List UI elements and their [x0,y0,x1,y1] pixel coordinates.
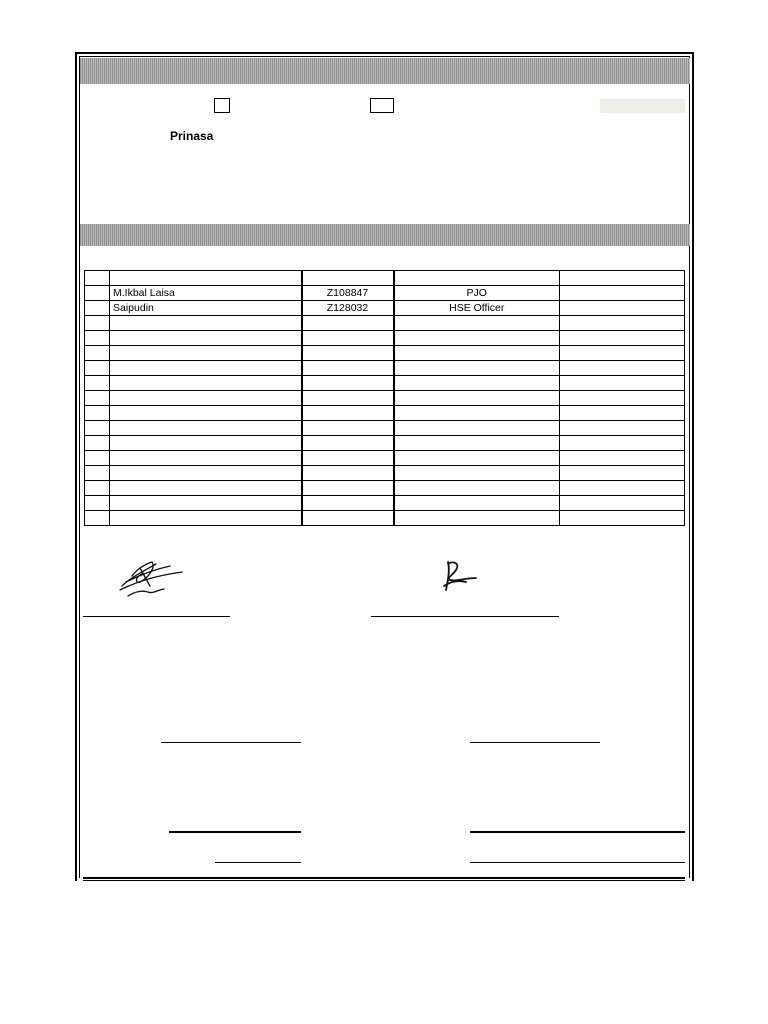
signature-right-icon [438,556,484,596]
name-cell: M.Ikbal Laisa [110,286,302,301]
section-header-band-top [80,58,690,84]
position-cell [394,466,560,481]
attendance-table [84,270,685,526]
table-row [85,376,685,391]
frame-inner-border [79,56,80,878]
signature-cell[interactable] [560,361,685,376]
position-cell [394,316,560,331]
frame-inner-border [689,56,690,878]
name-cell [110,421,302,436]
signature-line-left-3 [169,831,301,833]
id-cell [302,511,394,526]
signature-cell[interactable] [560,331,685,346]
signature-cell[interactable] [560,421,685,436]
signature-cell[interactable] [560,346,685,361]
position-cell [394,496,560,511]
id-cell [302,406,394,421]
table-row [85,421,685,436]
table-header-row [85,271,685,286]
header-cell-position [394,271,560,286]
signature-cell[interactable] [560,481,685,496]
row-number-cell [85,496,110,511]
position-cell [394,331,560,346]
header-cell-signature [560,271,685,286]
position-cell: HSE Officer [394,301,560,316]
name-cell [110,481,302,496]
row-number-cell [85,361,110,376]
table-row [85,406,685,421]
date-field[interactable] [600,99,685,113]
table-row [85,466,685,481]
row-number-cell [85,376,110,391]
name-cell [110,361,302,376]
id-cell [302,376,394,391]
position-cell: PJO [394,286,560,301]
row-number-cell [85,466,110,481]
checkbox-option-1[interactable] [214,98,230,113]
signature-cell[interactable] [560,511,685,526]
name-cell [110,406,302,421]
table-row [85,361,685,376]
id-cell: Z108847 [302,286,394,301]
form-bottom-border [83,880,685,881]
header-cell-id [302,271,394,286]
signature-line-right-2 [470,742,600,743]
id-cell [302,391,394,406]
id-cell [302,466,394,481]
name-cell [110,466,302,481]
position-cell [394,421,560,436]
signature-cell[interactable] [560,286,685,301]
signature-cell[interactable] [560,451,685,466]
position-cell [394,376,560,391]
id-cell [302,331,394,346]
table-row [85,391,685,406]
id-cell [302,496,394,511]
signature-cell[interactable] [560,376,685,391]
name-cell [110,316,302,331]
checkbox-option-2[interactable] [370,98,394,113]
row-number-cell [85,451,110,466]
header-cell-no [85,271,110,286]
name-cell [110,451,302,466]
table-row [85,511,685,526]
position-cell [394,391,560,406]
name-cell [110,496,302,511]
row-number-cell [85,391,110,406]
table-row [85,301,685,316]
signature-cell[interactable] [560,316,685,331]
table-row [85,481,685,496]
name-cell [110,346,302,361]
position-cell [394,436,560,451]
table-row [85,286,685,301]
position-cell [394,481,560,496]
frame-inner-border [79,56,690,57]
table-row [85,316,685,331]
signature-cell[interactable] [560,496,685,511]
id-cell: Z128032 [302,301,394,316]
position-cell [394,451,560,466]
company-name: Prinasa [170,129,214,143]
row-number-cell [85,421,110,436]
name-cell [110,511,302,526]
id-cell [302,481,394,496]
id-cell [302,421,394,436]
section-header-band-attendance [80,224,690,246]
signature-cell[interactable] [560,406,685,421]
row-number-cell [85,436,110,451]
id-cell [302,346,394,361]
signature-cell[interactable] [560,436,685,451]
name-cell: Saipudin [110,301,302,316]
row-number-cell [85,331,110,346]
form-bottom-border [83,877,685,879]
row-number-cell [85,406,110,421]
signature-line-right [371,616,559,617]
row-number-cell [85,286,110,301]
id-cell [302,436,394,451]
signature-cell[interactable] [560,391,685,406]
date-line-left [215,862,301,863]
position-cell [394,361,560,376]
row-number-cell [85,511,110,526]
signature-left-icon [112,556,188,602]
row-number-cell [85,301,110,316]
table-row [85,436,685,451]
id-cell [302,316,394,331]
table-row [85,496,685,511]
id-cell [302,361,394,376]
signature-line-right-3 [470,831,685,833]
signature-cell[interactable] [560,466,685,481]
table-row [85,331,685,346]
signature-cell[interactable] [560,301,685,316]
row-number-cell [85,316,110,331]
id-cell [302,451,394,466]
row-number-cell [85,481,110,496]
position-cell [394,406,560,421]
signature-line-left-2 [161,742,301,743]
header-cell-name [110,271,302,286]
table-row [85,346,685,361]
name-cell [110,376,302,391]
position-cell [394,511,560,526]
name-cell [110,436,302,451]
row-number-cell [85,346,110,361]
table-row [85,451,685,466]
name-cell [110,391,302,406]
name-cell [110,331,302,346]
signature-line-left [83,616,230,617]
position-cell [394,346,560,361]
date-line-right [470,862,685,863]
